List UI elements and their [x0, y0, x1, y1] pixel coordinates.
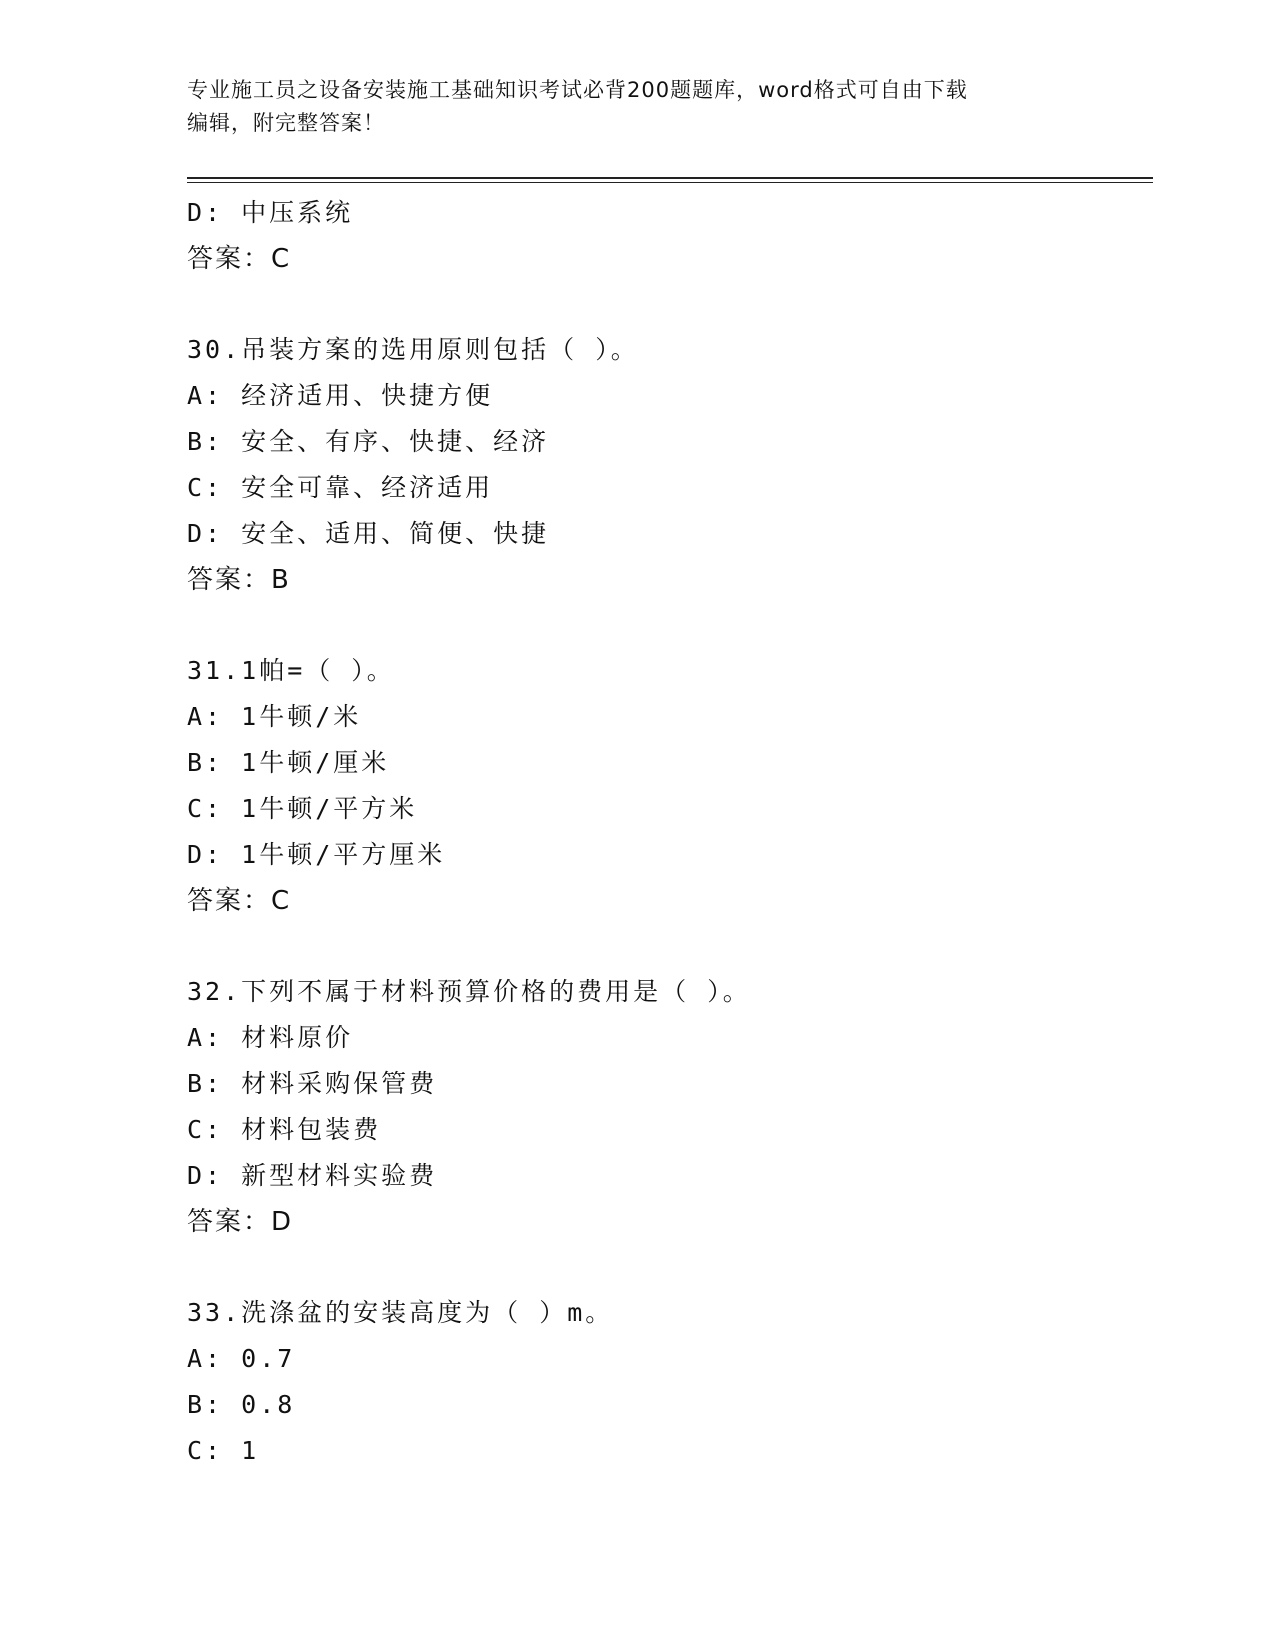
spacer: [187, 1245, 1153, 1290]
option-b: B: 材料采购保管费: [187, 1069, 438, 1098]
question-31: [187, 648, 1153, 924]
answer-line: 答案：C: [187, 886, 292, 916]
option-c: C: 材料包装费: [187, 1115, 382, 1144]
option-a: A: 材料原价: [187, 1023, 354, 1052]
question-33: [187, 1290, 1153, 1474]
question-stem: 33.洗涤盆的安装高度为（ ）m。: [187, 1298, 614, 1327]
option-b: B: 安全、有序、快捷、经济: [187, 427, 550, 456]
question-stem: 32.下列不属于材料预算价格的费用是（ ）。: [187, 977, 751, 1006]
answer-line: 答案：C: [187, 244, 292, 274]
previous-question-fragment: [187, 190, 1153, 282]
question-stem: 31.1帕=（ ）。: [187, 656, 395, 685]
header-divider-thin: [187, 182, 1153, 183]
question-list: [187, 190, 1153, 1474]
option-b: B: 0.8: [187, 1390, 296, 1419]
document-header: [187, 74, 1067, 140]
option-d: D: 中压系统: [187, 198, 354, 227]
spacer: [187, 282, 1153, 327]
option-d: D: 新型材料实验费: [187, 1161, 438, 1190]
option-d: D: 安全、适用、简便、快捷: [187, 519, 550, 548]
option-c: C: 安全可靠、经济适用: [187, 473, 494, 502]
header-divider-thick: [187, 177, 1153, 179]
option-a: A: 0.7: [187, 1344, 296, 1373]
option-a: A: 1牛顿/米: [187, 702, 362, 731]
answer-line: 答案：B: [187, 565, 291, 595]
answer-line: 答案：D: [187, 1207, 294, 1237]
option-d: D: 1牛顿/平方厘米: [187, 840, 446, 869]
option-a: A: 经济适用、快捷方便: [187, 381, 494, 410]
spacer: [187, 603, 1153, 648]
spacer: [187, 924, 1153, 969]
question-30: [187, 327, 1153, 603]
header-line-2: 编辑，附完整答案！: [187, 111, 385, 135]
question-stem: 30.吊装方案的选用原则包括（ ）。: [187, 335, 639, 364]
option-c: C: 1: [187, 1436, 260, 1465]
question-32: [187, 969, 1153, 1245]
header-line-1: 专业施工员之设备安装施工基础知识考试必背200题题库，word格式可自由下载: [187, 78, 968, 102]
option-b: B: 1牛顿/厘米: [187, 748, 390, 777]
option-c: C: 1牛顿/平方米: [187, 794, 418, 823]
